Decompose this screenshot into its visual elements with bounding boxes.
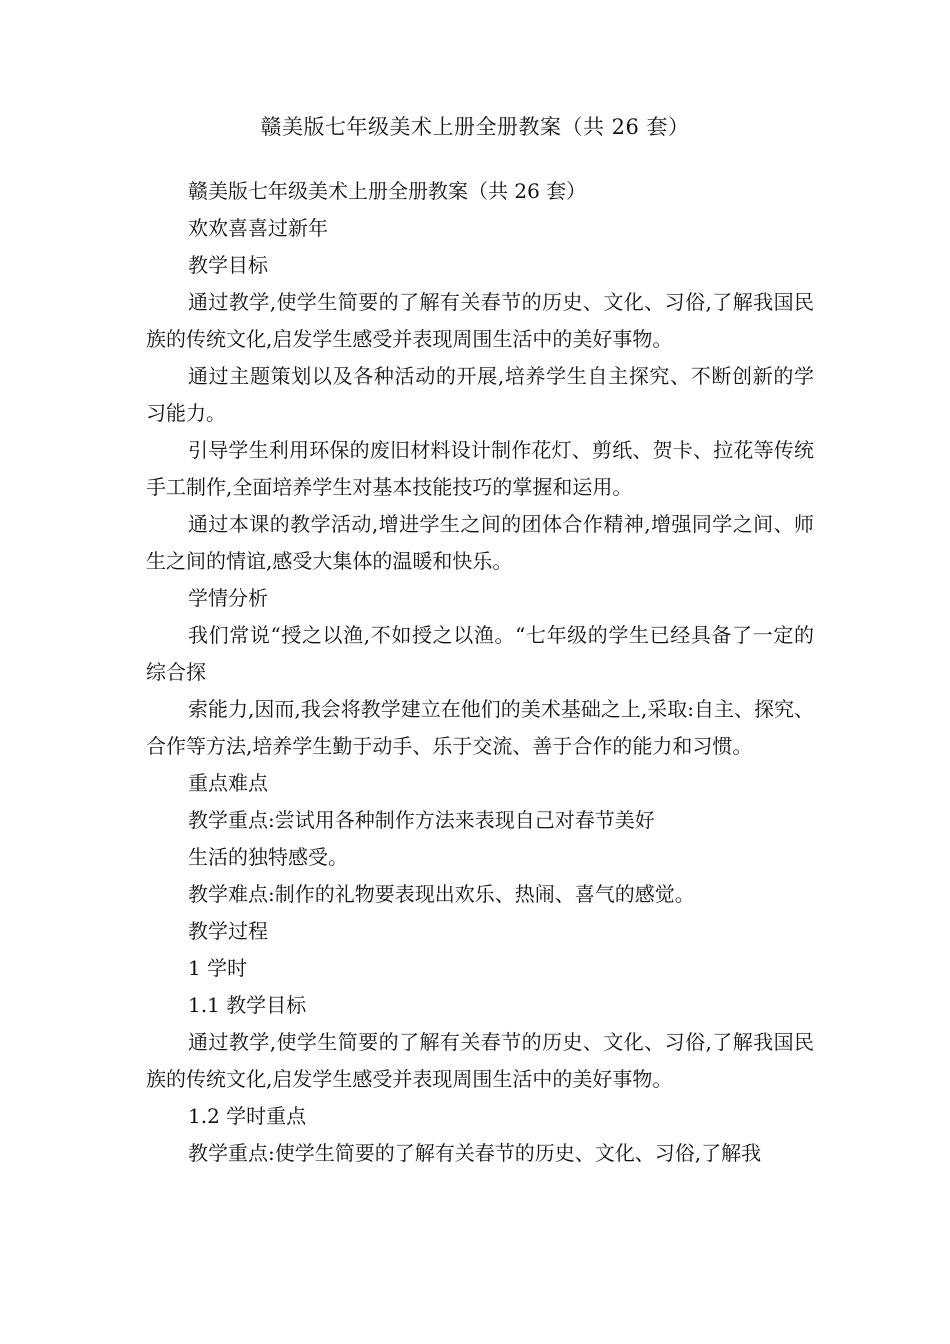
paragraph: 我们常说“授之以渔,不如授之以渔。“七年级的学生已经具备了一定的综合探	[146, 623, 814, 684]
paragraph: 教学重点:尝试用各种制作方法来表现自己对春节美好	[188, 808, 655, 832]
lesson-title: 欢欢喜喜过新年	[188, 216, 328, 240]
section-heading-teaching-process: 教学过程	[188, 919, 268, 943]
paragraph: 通过本课的教学活动,增进学生之间的团体合作精神,增强同学之间、师生之间的情谊,感受大集体的温暖和快乐。	[146, 512, 814, 573]
paragraph: 生活的独特感受。	[188, 845, 348, 869]
paragraph: 教学难点:制作的礼物要表现出欢乐、热闹、喜气的感觉。	[188, 882, 695, 906]
paragraph: 索能力,因而,我会将教学建立在他们的美术基础之上,采取:自主、探究、合作等方法,培养学生勤于动手、乐于交流、善于合作的能力和习惯。	[146, 697, 814, 758]
subsection-heading: 1.2 学时重点	[188, 1104, 307, 1128]
section-heading-learning-analysis: 学情分析	[188, 586, 268, 610]
document-title: 赣美版七年级美术上册全册教案（共 26 套）	[260, 115, 690, 139]
paragraph: 教学重点:使学生简要的了解有关春节的历史、文化、习俗,了解我	[188, 1141, 762, 1165]
paragraph: 引导学生利用环保的废旧材料设计制作花灯、剪纸、贺卡、拉花等传统手工制作,全面培养学生对基本技能技巧的掌握和运用。	[146, 438, 814, 499]
subsection-heading: 1.1 教学目标	[188, 993, 307, 1017]
paragraph: 通过教学,使学生简要的了解有关春节的历史、文化、习俗,了解我国民族的传统文化,启发学生感受并表现周围生活中的美好事物。	[146, 290, 814, 351]
document-body	[146, 173, 814, 1172]
subsection-heading: 1 学时	[188, 956, 248, 980]
section-heading-teaching-goals: 教学目标	[188, 253, 268, 277]
paragraph: 通过教学,使学生简要的了解有关春节的历史、文化、习俗,了解我国民族的传统文化,启发学生感受并表现周围生活中的美好事物。	[146, 1030, 814, 1091]
section-heading-key-points: 重点难点	[188, 771, 268, 795]
paragraph-subtitle: 赣美版七年级美术上册全册教案（共 26 套）	[188, 179, 587, 203]
paragraph: 通过主题策划以及各种活动的开展,培养学生自主探究、不断创新的学习能力。	[146, 364, 814, 425]
